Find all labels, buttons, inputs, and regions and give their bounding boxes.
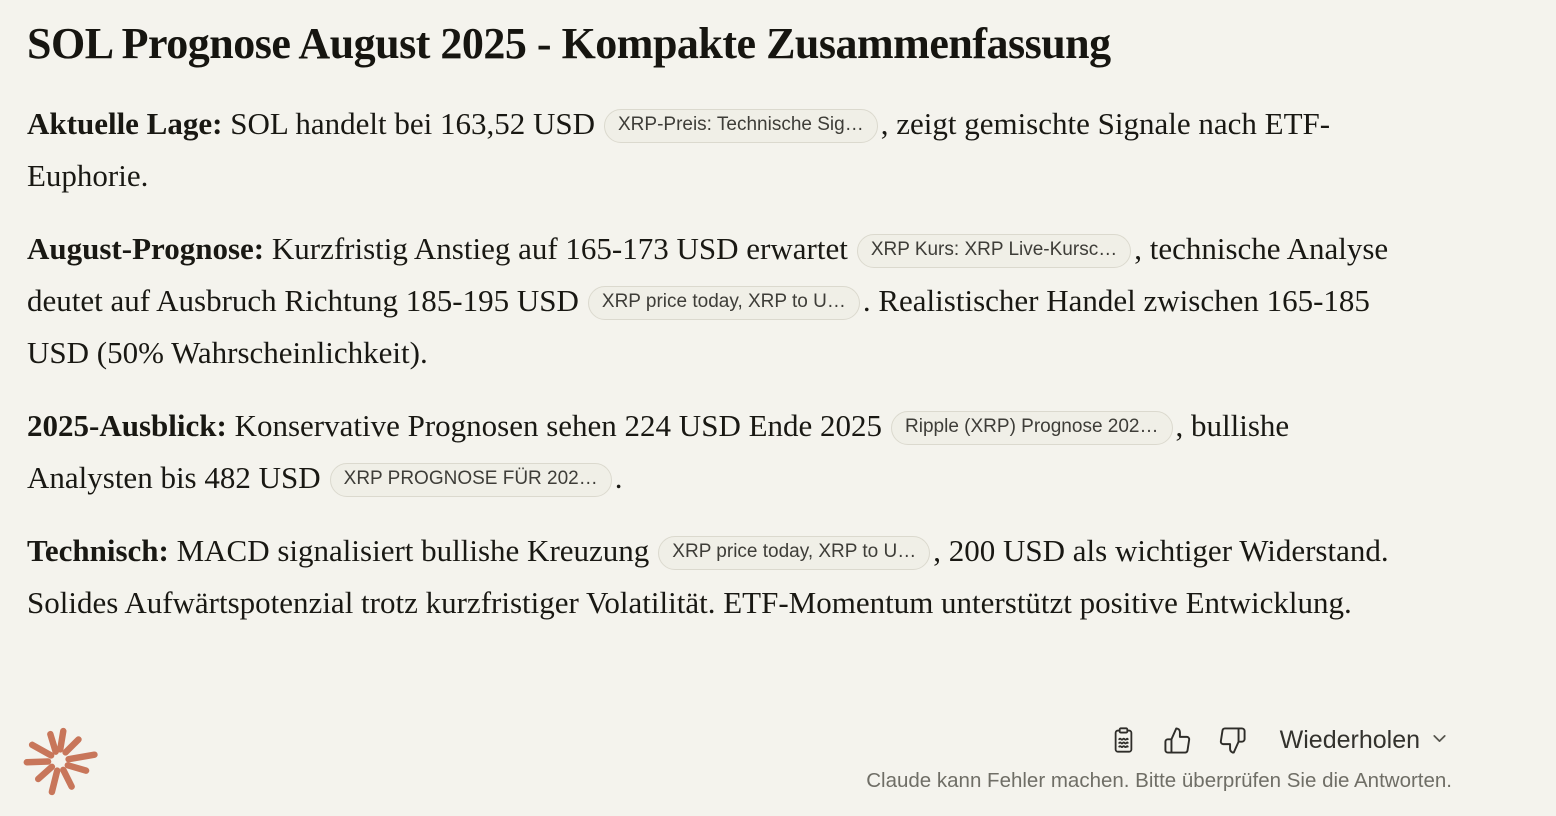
citation-pill[interactable]: XRP price today, XRP to U…: [588, 286, 860, 320]
footer-right: [866, 720, 1452, 793]
paragraph-2025-ausblick: [27, 400, 1399, 504]
citation-pill[interactable]: XRP Kurs: XRP Live-Kursc…: [857, 234, 1131, 268]
response-actions: [1105, 720, 1452, 760]
retry-label: Wiederholen: [1279, 725, 1420, 754]
thumbs-up-button[interactable]: [1158, 721, 1197, 760]
text-segment: MACD signalisiert bullishe Kreuzung: [168, 533, 650, 569]
claude-starburst-icon: [23, 722, 99, 798]
disclaimer-text: Claude kann Fehler machen. Bitte überprüfen Sie die Antworten.: [866, 769, 1452, 792]
paragraph-lead: Aktuelle Lage:: [27, 106, 223, 142]
paragraph-aktuelle-lage: [27, 98, 1399, 202]
claude-logo: [23, 722, 99, 798]
retry-button[interactable]: [1268, 720, 1452, 760]
message-title: SOL Prognose August 2025 - Kompakte Zusammenfassung: [27, 19, 1111, 68]
text-segment: , zeigt gemischte Signale nach ETF-Euphorie.: [27, 106, 1331, 194]
citation-pill[interactable]: XRP-Preis: Technische Sig…: [604, 109, 878, 143]
assistant-message: [0, 20, 1556, 650]
text-segment: .: [614, 460, 623, 496]
citation-pill[interactable]: XRP price today, XRP to U…: [658, 536, 930, 570]
text-segment: SOL handelt bei 163,52 USD: [222, 106, 595, 142]
paragraph-lead: 2025-Ausblick:: [27, 408, 227, 444]
text-segment: Konservative Prognosen sehen 224 USD Ende 2025: [226, 408, 883, 444]
thumbs-down-button[interactable]: [1213, 721, 1252, 760]
message-footer: [0, 720, 1556, 816]
paragraph-lead: Technisch:: [27, 533, 169, 569]
text-segment: , technische Analyse deutet auf Ausbruch Richtung 185-195 USD: [27, 231, 1389, 319]
citation-pill[interactable]: XRP PROGNOSE FÜR 202…: [330, 463, 612, 497]
citation-pill[interactable]: Ripple (XRP) Prognose 202…: [891, 411, 1172, 445]
chevron-down-icon: [1429, 727, 1450, 756]
text-segment: , bullishe Analysten bis 482 USD: [27, 408, 1290, 496]
text-segment: , 200 USD als wichtiger Widerstand. Solides Aufwärtspotenzial trotz kurzfristiger Volatilität. ETF-Momentum unterstützt positive Entwicklung.: [27, 533, 1389, 621]
paragraph-technisch: [27, 525, 1399, 629]
thumbs-down-icon: [1218, 726, 1247, 755]
text-segment: . Realistischer Handel zwischen 165-185 USD (50% Wahrscheinlichkeit).: [27, 283, 1370, 371]
thumbs-up-icon: [1163, 726, 1192, 755]
clipboard-icon: [1110, 725, 1137, 755]
text-segment: Kurzfristig Anstieg auf 165-173 USD erwartet: [264, 231, 848, 267]
paragraph-lead: August-Prognose:: [27, 231, 265, 267]
copy-button[interactable]: [1105, 720, 1142, 760]
paragraph-august-prognose: [27, 223, 1399, 379]
